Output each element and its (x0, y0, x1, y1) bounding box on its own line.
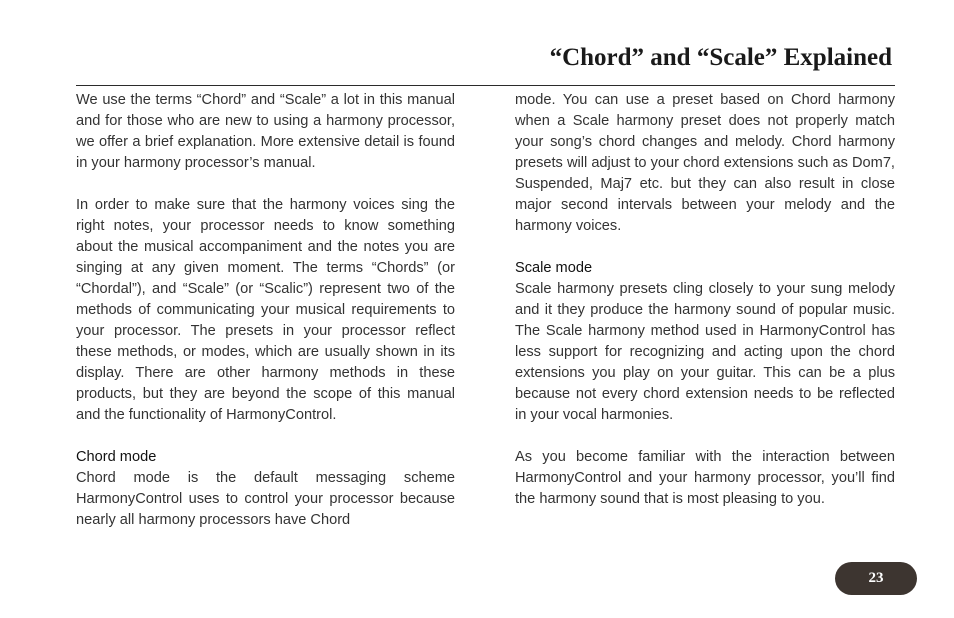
right-column (515, 90, 895, 510)
page-number: 23 (868, 570, 884, 586)
chord-mode-paragraph-start: Chord mode is the default messaging scheme HarmonyControl uses to control your processor because nearly all harmony processors have Chord (76, 470, 455, 528)
left-column (76, 90, 455, 531)
scale-mode-heading: Scale mode (515, 260, 593, 276)
paragraph-spacer (515, 237, 895, 258)
methods-paragraph: In order to make sure that the harmony voices sing the right notes, your processor needs to know something about the musical accompaniment and the notes you are singing at any given moment. The terms “Chords” (or “Chordal”), and “Scale” (or “Scalic”) represent two of the methods of communicating your musical requirements to your processor. The presets in your processor reflect these methods, or modes, which are usually shown in its display. There are other harmony methods in these products, but they are beyond the scope of this manual and the functionality of HarmonyControl. (76, 197, 455, 423)
paragraph-spacer (76, 174, 455, 195)
paragraph-spacer (76, 426, 455, 447)
page-title: “Chord” and “Scale” Explained (549, 44, 892, 71)
chord-mode-heading: Chord mode (76, 449, 157, 465)
chord-mode-paragraph-end: mode. You can use a preset based on Chord harmony when a Scale harmony preset does not properly match your song’s chord changes and melody. Chord harmony presets will adjust to your chord extensions such as Dom7, Suspended, Maj7 etc. but they can also result in close major second intervals between your melody and the harmony voices. (515, 92, 895, 234)
scale-mode-paragraph: Scale harmony presets cling closely to your sung melody and it they produce the harmony sound of popular music. The Scale harmony method used in HarmonyControl has less support for recognizing and acting upon the chord extensions you play on your guitar. This can be a plus because not every chord extension needs to be reflected in your vocal harmonies. (515, 281, 895, 423)
paragraph-spacer (515, 426, 895, 447)
intro-paragraph: We use the terms “Chord” and “Scale” a lot in this manual and for those who are new to using a harmony processor, we offer a brief explanation. More extensive detail is found in your harmony processor’s manual. (76, 92, 455, 171)
page-number-badge (835, 562, 917, 595)
closing-paragraph: As you become familiar with the interaction between HarmonyControl and your harmony processor, you’ll find the harmony sound that is most pleasing to you. (515, 449, 895, 507)
title-divider (76, 85, 895, 86)
